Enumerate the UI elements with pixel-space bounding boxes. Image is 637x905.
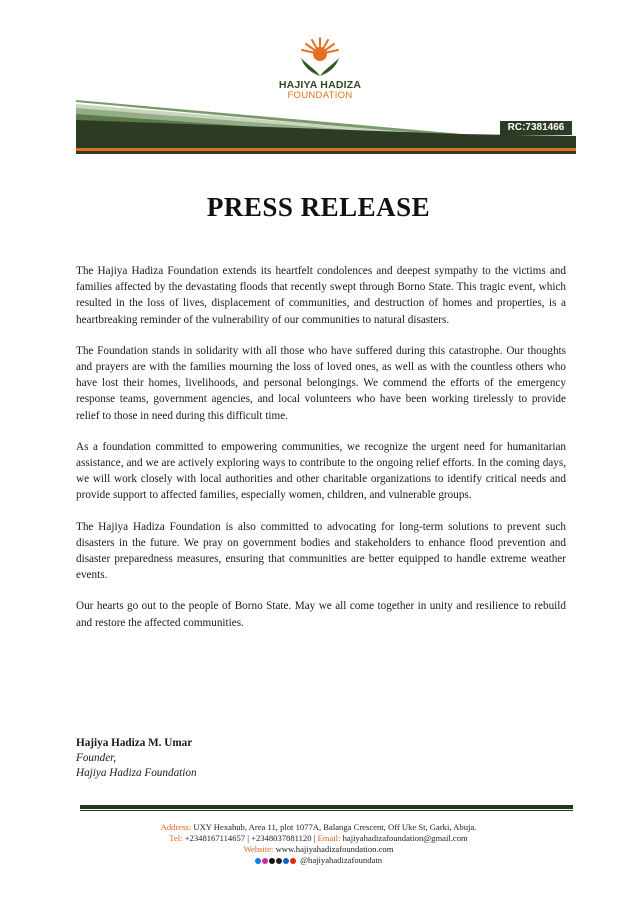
rc-number-badge: RC:7381466 — [500, 121, 572, 135]
signature-block — [76, 736, 197, 781]
footer-contact — [0, 822, 637, 866]
x-icon[interactable] — [276, 858, 282, 864]
instagram-icon[interactable] — [262, 858, 268, 864]
foundation-logo — [270, 36, 370, 101]
website-value[interactable]: www.hajiyahadizafoundation.com — [275, 844, 394, 854]
email-label: Email: — [317, 833, 341, 843]
paragraph: The Hajiya Hadiza Foundation extends its heartfelt condolences and deepest sympathy to the victims and families affected by the devastating floods that recently swept through Borno State. This tragic event, which resulted in the loss of lives, displacement of communities, and destruction of homes and properties, is a heartbreaking reminder of the vulnerability of our communities to natural disasters. — [76, 265, 566, 326]
footer-social-line — [0, 855, 637, 866]
signatory-role: Founder, — [76, 752, 117, 764]
facebook-icon[interactable] — [255, 858, 261, 864]
social-handle[interactable]: @hajiyahadizafoundatn — [300, 855, 383, 865]
tel-label: Tel: — [169, 833, 183, 843]
tel-value[interactable]: +2348167114657 | +2348037881120 | — [184, 833, 316, 843]
website-label: Website: — [243, 844, 274, 854]
email-value[interactable]: hajiyahadizafoundation@gmail.com — [342, 833, 468, 843]
paragraph: The Hajiya Hadiza Foundation is also committed to advocating for long-term solutions to prevent such disasters in the future. We pray on government bodies and stakeholders to enhance flood prevention and disaster preparedness measures, ensuring that communities are better equipped to handle extreme weather events. — [76, 520, 566, 582]
footer-website-line — [0, 844, 637, 855]
paragraph: As a foundation committed to empowering communities, we recognize the urgent need for humanitarian assistance, and we are actively exploring ways to contribute to the ongoing relief efforts. In the coming days, we will work closely with local authorities and other charitable organizations to identify critical needs and provide support to affected families, especially women, children, and vulnerable groups. — [76, 440, 566, 502]
address-label: Address: — [160, 822, 192, 832]
press-release-body — [76, 263, 566, 646]
footer-divider-thin — [80, 810, 573, 811]
youtube-icon[interactable] — [290, 858, 296, 864]
logo-name: HAJIYA HADIZA — [278, 79, 362, 91]
signatory-name: Hajiya Hadiza M. Umar — [76, 737, 193, 749]
sun-hands-logo-icon — [297, 36, 343, 78]
paragraph: The Foundation stands in solidarity with all those who have suffered during this catastrophe. Our thoughts and prayers are with the families mourning the loss of loved ones, as well as with the countless others who have lost their homes, livelihoods, and personal belongings. We commend the efforts of the emergency response teams, government agencies, and local volunteers who have been working tirelessly to provide relief to those in need during this difficult time. — [76, 344, 566, 422]
paragraph: Our hearts go out to the people of Borno State. May we all come together in unity and resilience to rebuild and restore the affected communities. — [76, 600, 566, 629]
footer-address-line — [0, 822, 637, 833]
logo-subtitle: FOUNDATION — [287, 90, 353, 101]
address-value: UXY Hexahub, Area 11, plot 1077A, Balanga Crescent, Off Uke St, Garki, Abuja. — [193, 822, 477, 832]
page-title: PRESS RELEASE — [206, 192, 431, 222]
footer-divider — [80, 805, 573, 809]
tiktok-icon[interactable] — [269, 858, 275, 864]
footer-contact-line — [0, 833, 637, 844]
signatory-org: Hajiya Hadiza Foundation — [76, 767, 197, 779]
linkedin-icon[interactable] — [283, 858, 289, 864]
social-icons — [255, 858, 296, 864]
